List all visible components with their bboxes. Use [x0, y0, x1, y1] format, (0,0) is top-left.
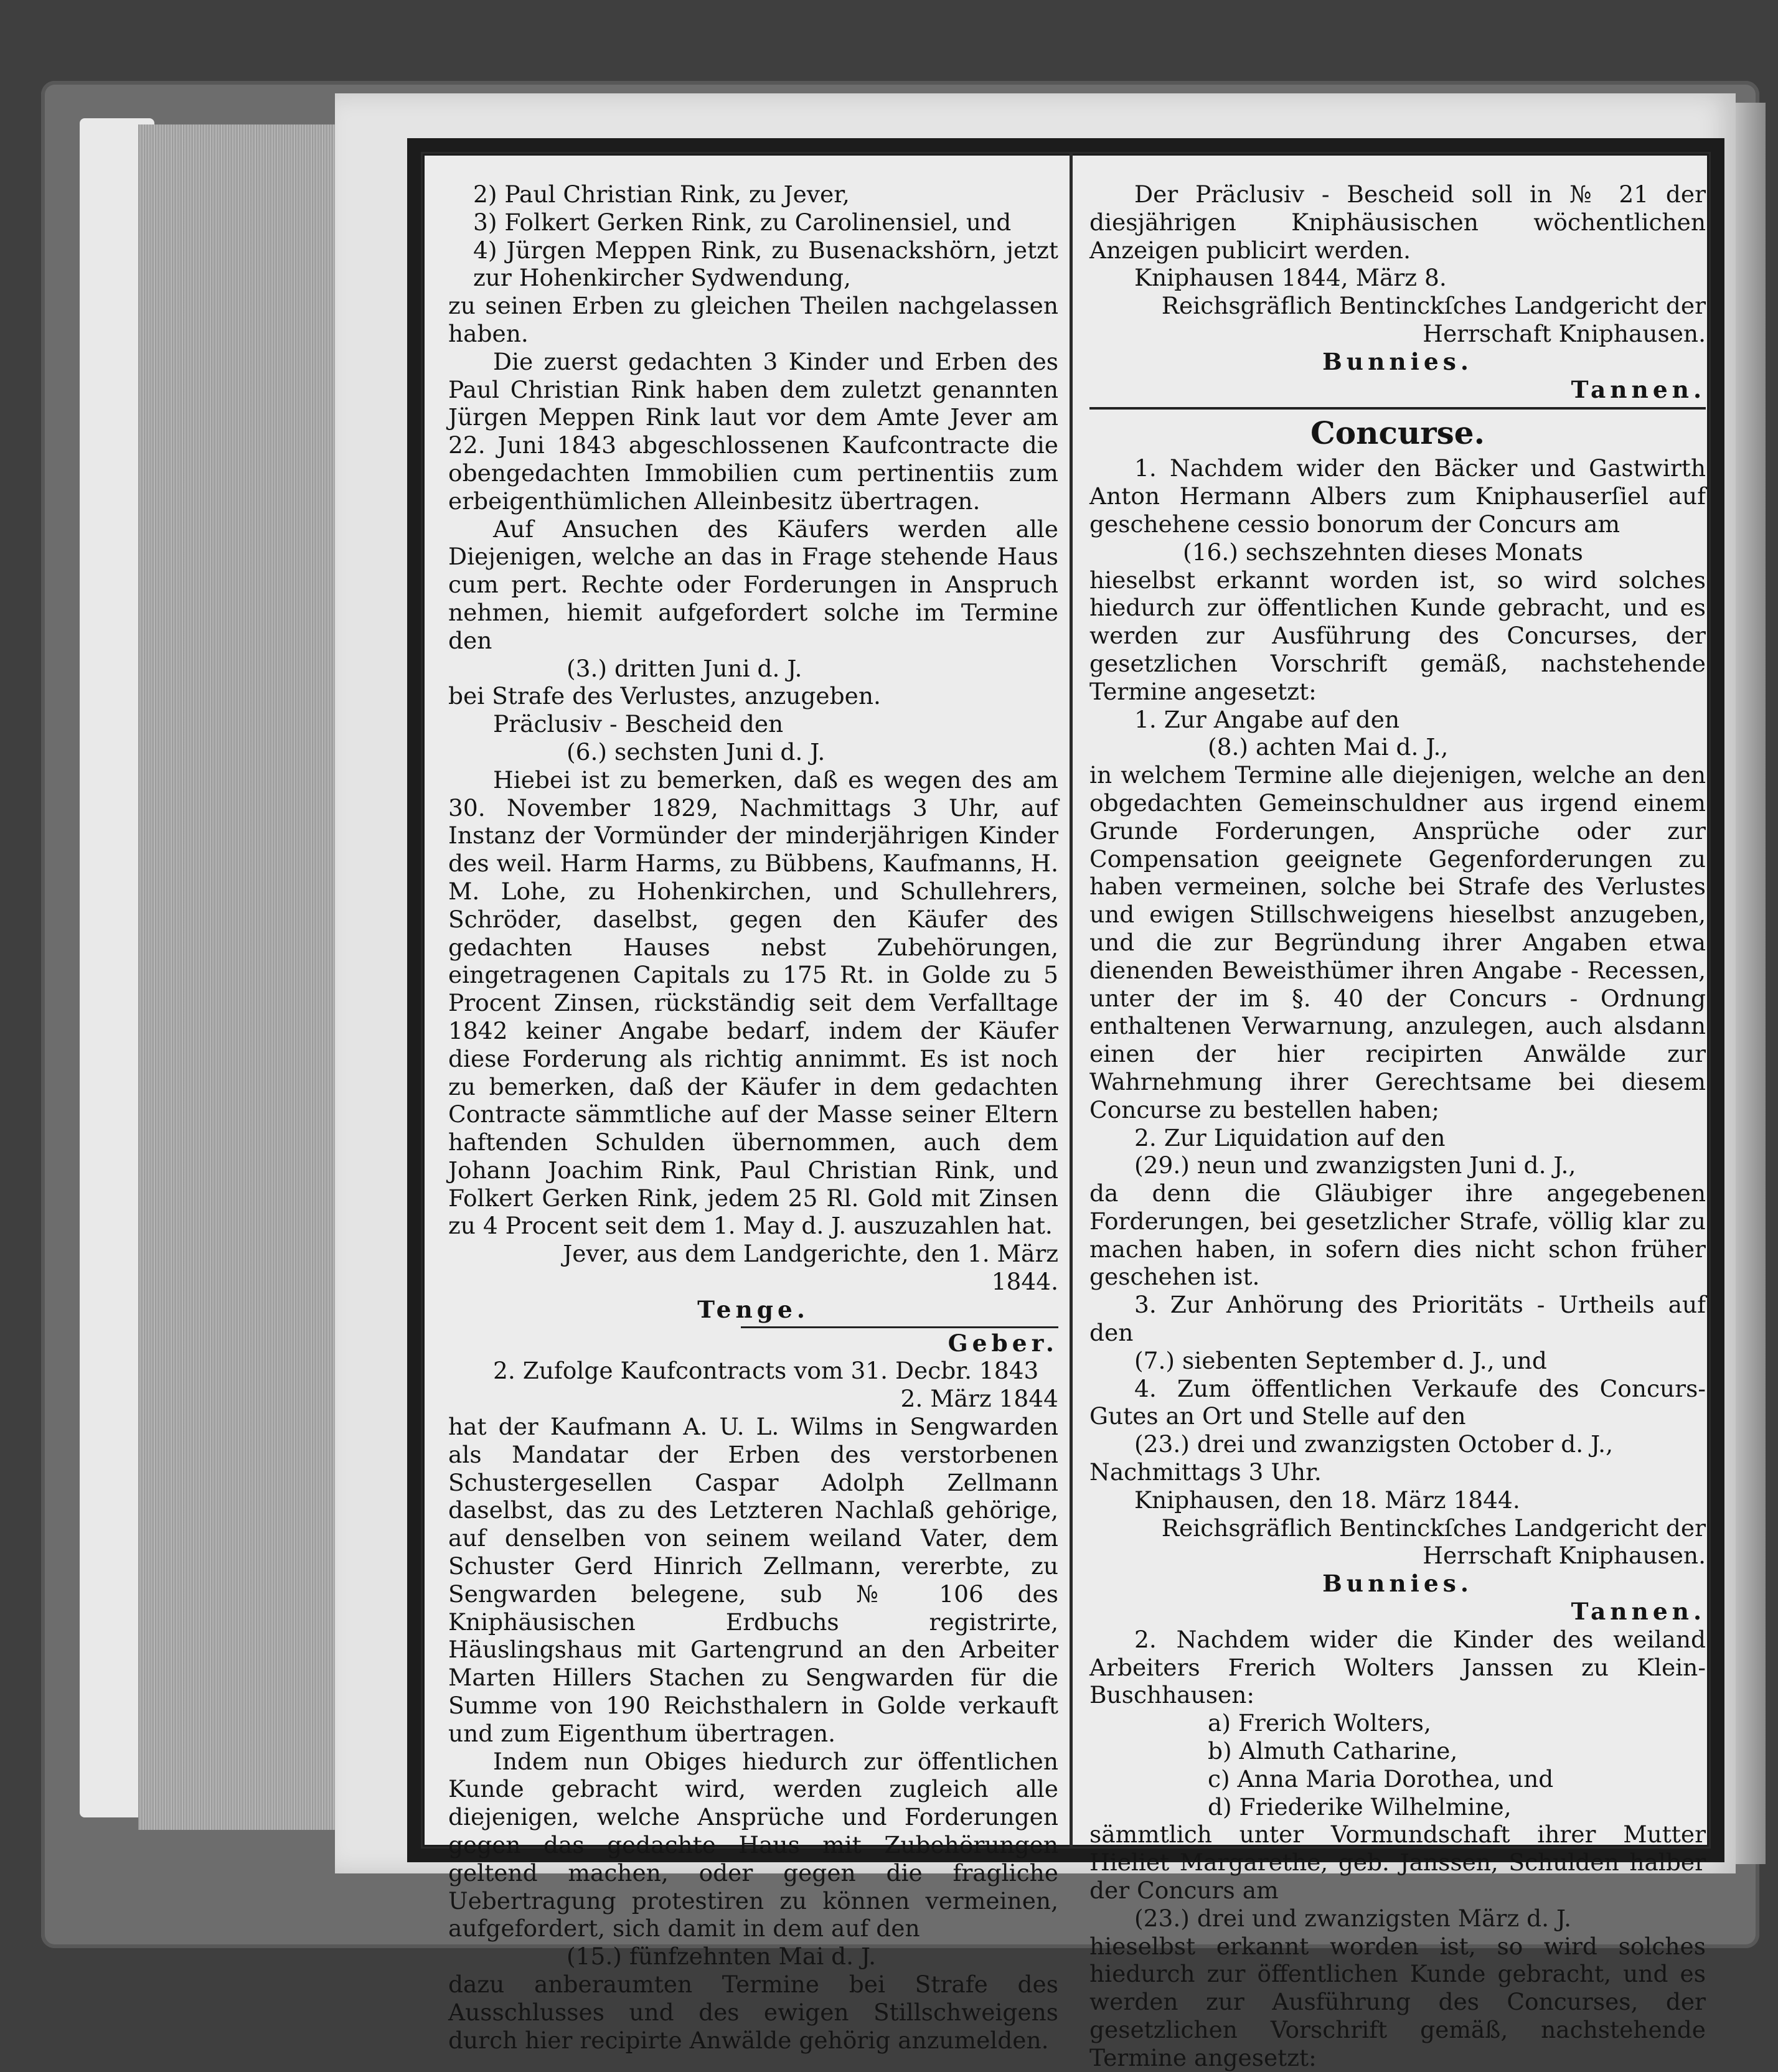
- section-heading: Concurse.: [1310, 415, 1485, 452]
- term-line: 2. Zur Liquidation auf den: [1134, 1123, 1446, 1151]
- court-name: Reichsgräflich Bentinckſches Landgericht der Herrschaft Kniphausen.: [1161, 1514, 1706, 1570]
- paragraph: dazu anberaumten Termine bei Strafe des Ausschlusses und des ewigen Stillschweigens durch hier recipirte Anwälde gehörig anzumelden.: [448, 1971, 1058, 2054]
- signature: Tenge.: [697, 1295, 809, 1323]
- paragraph: hieselbst erkannt worden ist, so wird solches hiedurch zur öffentlichen Kunde gebracht, und es werden zur Ausführung des Concurses, der gesetzlichen Vorschrift gemäß, nachstehende Termine angesetzt:: [1089, 566, 1706, 705]
- paragraph: da denn die Gläubiger ihre angegebenen Forderungen, bei gesetzlicher Strafe, völlig klar zu machen haben, in sofern dies nicht schon früher geschehen ist.: [1089, 1179, 1706, 1291]
- paragraph: 1. Nachdem wider den Bäcker und Gastwirth Anton Hermann Albers zum Kniphauserſiel auf geschehene cessio bonorum der Concurs am: [1089, 454, 1706, 538]
- paragraph: Indem nun Obiges hiedurch zur öffentlichen Kunde gebracht wird, werden zugleich alle diejenigen, welche Ansprüche und Forderungen gegen das gedachte Haus mit Zubehörungen geltend machen, oder gegen die fragliche Uebertragung protestiren zu können vermeinen, aufgefordert, sich damit in dem auf den: [448, 1747, 1058, 1943]
- paragraph: 2. Nachdem wider die Kinder des weiland Arbeiters Frerich Wolters Janssen zu Klein-Buschhausen:: [1089, 1625, 1706, 1709]
- term-line: 3. Zur Anhörung des Prioritäts - Urtheils auf den: [1089, 1291, 1706, 1347]
- paragraph: bei Strafe des Verlustes, anzugeben.: [448, 682, 881, 710]
- signature: Tannen.: [1571, 375, 1706, 403]
- date-line: (16.) sechszehnten dieses Monats: [1183, 538, 1583, 566]
- paragraph: Auf Ansuchen des Käufers werden alle Diejenigen, welche an das in Frage stehende Haus cum pert. Rechte oder Forderungen in Anspruch nehmen, hiemit aufgefordert solche im Termine den: [448, 515, 1058, 654]
- heir-item-3: 3) Folkert Gerken Rink, zu Carolinensiel, und: [473, 208, 1012, 236]
- paragraph: Der Präclusiv - Bescheid soll in № 21 der diesjährigen Kniphäusischen wöchentlichen Anzeigen publicirt werden.: [1089, 180, 1706, 264]
- facing-page-edge: [1736, 103, 1766, 1864]
- date-line: (7.) siebenten September d. J., und: [1134, 1346, 1547, 1374]
- paragraph: Hiebei ist zu bemerken, daß es wegen des am 30. November 1829, Nachmittags 3 Uhr, auf Instanz der Vormünder der minderjährigen Kinder des weil. Harm Harms, zu Bübbens, Kaufmanns, H. M. Lohe, zu Hohenkirchen, und Schullehrers, Schröder, daselbst, gegen den Käufer des gedachten Hauses nebst Zubehörungen, eingetragenen Capitals zu 175 Rt. in Golde zu 5 Procent Zinsen, rückständig seit dem Verfalltage 1842 keiner Angabe bedarf, indem der Käufer diese Forderung als richtig annimmt. Es ist noch zu bemerken, daß der Käufer in dem gedachten Contracte sämmtliche auf der Masse seiner Eltern haftenden Schulden übernommen, auch dem Johann Joachim Rink, Paul Christian Rink, und Folkert Gerken Rink, jedem 25 Rl. Gold mit Zinsen zu 4 Procent seit dem 1. May d. J. auszuzahlen hat.: [448, 766, 1058, 1240]
- signature: Bunnies.: [1322, 347, 1473, 375]
- paragraph: Präclusiv - Bescheid den: [493, 710, 784, 738]
- paragraph: Die zuerst gedachten 3 Kinder und Erben des Paul Christian Rink haben dem zuletzt genannten Jürgen Meppen Rink laut vor dem Amte Jever am 22. Juni 1843 abgeschlossenen Kaufcontracte die obengedachten Immobilien cum pertinentiis zum erbeigenthümlichen Alleinbesitz übertragen.: [448, 347, 1058, 515]
- date-line: (6.) sechsten Juni d. J.: [567, 738, 826, 766]
- list-item: d) Friederike Wilhelmine,: [1208, 1793, 1512, 1821]
- paragraph: hat der Kaufmann A. U. L. Wilms in Sengwarden als Mandatar der Erben des verstorbenen Schustergesellen Caspar Adolph Zellmann daselbst, das zu des Letzteren Nachlaß gehörige, auf denselben von seinem weiland Vater, dem Schuster Gerd Hinrich Zellmann, vererbte, zu Sengwarden belegene, sub № 106 des Kniphäusischen Erdbuchs registrirte, Häuslingshaus mit Gartengrund an den Arbeiter Marten Hillers Stachen zu Sengwarden für die Summe von 190 Reichsthalern in Golde verkauft und zum Eigenthum übertragen.: [448, 1413, 1058, 1747]
- signature: Bunnies.: [1322, 1570, 1473, 1598]
- date-line: 2. März 1844: [900, 1385, 1058, 1413]
- paragraph: 2. Zufolge Kaufcontracts vom 31. Decbr. 1843: [493, 1357, 1039, 1385]
- paragraph: sämmtlich unter Vormundschaft ihrer Mutter Hieliet Margarethe, geb. Janssen, Schulden halber der Concurs am: [1089, 1821, 1706, 1905]
- term-line: 4. Zum öffentlichen Verkaufe des Concurs-Gutes an Ort und Stelle auf den: [1089, 1374, 1706, 1430]
- heir-item-4: 4) Jürgen Meppen Rink, zu Busenackshörn, jetzt zur Hohenkircher Sydwendung,: [473, 236, 1058, 292]
- paragraph: in welchem Termine alle diejenigen, welche an den obgedachten Gemeinschuldner aus irgend einem Grunde Forderungen, Ansprüche oder zur Compensation geeignete Gegenforderungen zu haben vermeinen, solche bei Strafe des Verlustes und ewigen Stillschweigens hieselbst anzugeben, und die zur Begründung ihrer Angaben etwa dienenden Beweisthümer ihren Angabe - Recessen, unter der im §. 40 der Concurs - Ordnung enthaltenen Verwarnung, anzulegen, auch alsdann einen der hier recipirten Anwälde zur Wahrnehmung ihrer Gerechtsame bei diesem Concurse zu bestellen haben;: [1089, 761, 1706, 1123]
- signature: Geber.: [948, 1329, 1058, 1357]
- date-line: (29.) neun und zwanzigsten Juni d. J.,: [1134, 1151, 1576, 1179]
- court-name: Reichsgräflich Bentinckſches Landgericht der Herrschaft Kniphausen.: [1161, 292, 1706, 347]
- list-item: a) Frerich Wolters,: [1208, 1709, 1431, 1737]
- date-line: (15.) fünfzehnten Mai d. J.: [567, 1943, 877, 1971]
- term-line: 1. Zur Angabe auf den: [1134, 705, 1400, 733]
- place-date: Kniphausen 1844, März 8.: [1134, 264, 1447, 292]
- time-line: Nachmittags 3 Uhr.: [1089, 1458, 1322, 1486]
- date-line: (23.) drei und zwanzigsten October d. J.,: [1134, 1430, 1614, 1458]
- list-item: b) Almuth Catharine,: [1208, 1737, 1458, 1765]
- right-column: [1089, 180, 1706, 2072]
- date-line: (8.) achten Mai d. J.,: [1208, 733, 1449, 761]
- page-edges: [138, 124, 337, 1830]
- divider: [741, 1326, 1058, 1328]
- divider: [1089, 407, 1706, 410]
- signature: Tannen.: [1571, 1598, 1706, 1626]
- list-item: c) Anna Maria Dorothea, und: [1208, 1765, 1554, 1793]
- place-date: Jever, aus dem Landgerichte, den 1. März 1844.: [563, 1240, 1058, 1296]
- place-date: Kniphausen, den 18. März 1844.: [1134, 1486, 1520, 1514]
- column-divider: [1070, 153, 1073, 1849]
- paragraph: zu seinen Erben zu gleichen Theilen nachgelassen haben.: [448, 292, 1058, 347]
- paragraph: hieselbst erkannt worden ist, so wird solches hiedurch zur öffentlichen Kunde gebracht, und es werden zur Ausführung des Concurses, der gesetzlichen Vorschrift gemäß, nachstehende Termine angesetzt:: [1089, 1932, 1706, 2071]
- heir-item-2: 2) Paul Christian Rink, zu Jever,: [473, 180, 850, 208]
- date-line: (23.) drei und zwanzigsten März d. J.: [1134, 1904, 1572, 1932]
- date-line: (3.) dritten Juni d. J.: [567, 654, 802, 682]
- left-column: [448, 180, 1058, 2054]
